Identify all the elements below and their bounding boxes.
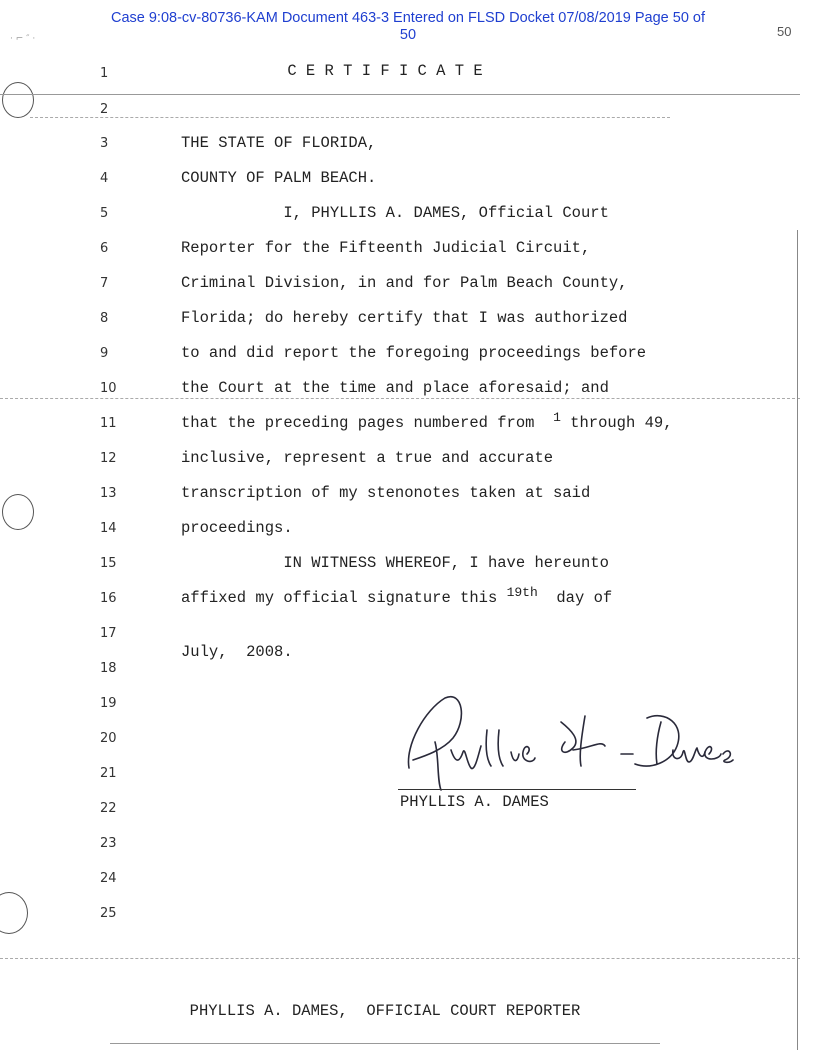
date-line: July, 2008. — [181, 643, 293, 661]
line-number: 17 — [100, 626, 117, 641]
page-range-start: 1 — [553, 410, 561, 425]
line-number: 6 — [100, 241, 109, 256]
signature-day-of: day of — [537, 589, 613, 607]
line-number: 2 — [100, 102, 109, 117]
certificate-text-line: Criminal Division, in and for Palm Beach County, — [181, 274, 628, 292]
county-line: COUNTY OF PALM BEACH. — [181, 169, 377, 187]
line-number: 11 — [100, 416, 117, 431]
certificate-text-line: transcription of my stenonotes taken at said — [181, 484, 591, 502]
docket-line-2: 50 — [399, 27, 417, 43]
line-number: 22 — [100, 801, 117, 816]
line-number: 23 — [100, 836, 117, 851]
signature-day: 19th — [506, 585, 538, 600]
page-range-line — [181, 410, 673, 432]
page-range-text: that the preceding pages numbered from — [181, 414, 554, 432]
binder-hole-top — [2, 82, 34, 118]
line-number: 13 — [100, 486, 117, 501]
scan-line-bottom — [0, 958, 800, 959]
line-number: 12 — [100, 451, 117, 466]
certificate-text-line: to and did report the foregoing proceedings before — [181, 344, 647, 362]
line-number: 15 — [100, 556, 117, 571]
line-number: 10 — [100, 381, 117, 396]
line-number: 25 — [100, 906, 117, 921]
page-number: 50 — [777, 24, 792, 39]
line-number: 18 — [100, 661, 117, 676]
signature-line — [398, 789, 636, 790]
line-number: 3 — [100, 136, 109, 151]
margin-scribble: · ⌐ ″ · — [10, 34, 36, 44]
line-number: 5 — [100, 206, 109, 221]
state-line: THE STATE OF FLORIDA, — [181, 134, 377, 152]
line-number: 9 — [100, 346, 109, 361]
line-number: 19 — [100, 696, 117, 711]
line-number: 20 — [100, 731, 117, 746]
certificate-text-line: Reporter for the Fifteenth Judicial Circuit, — [181, 239, 591, 257]
docket-line-1: Case 9:08-cv-80736-KAM Document 463-3 Entered on FLSD Docket 07/08/2019 Page 50 of — [110, 10, 706, 26]
line-number: 16 — [100, 591, 117, 606]
certificate-text-line: inclusive, represent a true and accurate — [181, 449, 554, 467]
signature-date-text: affixed my official signature this — [181, 589, 507, 607]
line-number: 8 — [100, 311, 109, 326]
certificate-text-line: proceedings. — [181, 519, 293, 537]
line-number: 7 — [100, 276, 109, 291]
page-range-through: through — [560, 414, 645, 432]
scan-line-top — [30, 117, 670, 118]
signature-date-line — [181, 585, 613, 607]
title-rule — [0, 94, 800, 95]
signer-name: PHYLLIS A. DAMES — [400, 793, 549, 811]
handwritten-signature — [395, 690, 735, 795]
page-footer: PHYLLIS A. DAMES, OFFICIAL COURT REPORTER — [189, 1002, 581, 1020]
line-number: 21 — [100, 766, 117, 781]
page-bottom-rule — [110, 1043, 660, 1044]
docket-header — [0, 10, 816, 44]
line-number: 4 — [100, 171, 109, 186]
page-range-end: 49, — [644, 414, 673, 432]
scan-line-mid — [0, 398, 800, 399]
line-number: 1 — [100, 66, 109, 81]
certificate-text-line: I, PHYLLIS A. DAMES, Official Court — [181, 204, 609, 222]
right-margin-line — [797, 230, 798, 1050]
certificate-text-line: the Court at the time and place aforesaid; and — [181, 379, 609, 397]
line-number: 24 — [100, 871, 117, 886]
witness-line: IN WITNESS WHEREOF, I have hereunto — [181, 554, 609, 572]
binder-hole-middle — [2, 494, 34, 530]
line-number: 14 — [100, 521, 117, 536]
certificate-text-line: Florida; do hereby certify that I was authorized — [181, 309, 628, 327]
certificate-title: C E R T I F I C A T E — [287, 62, 483, 80]
binder-hole-bottom — [0, 892, 28, 934]
